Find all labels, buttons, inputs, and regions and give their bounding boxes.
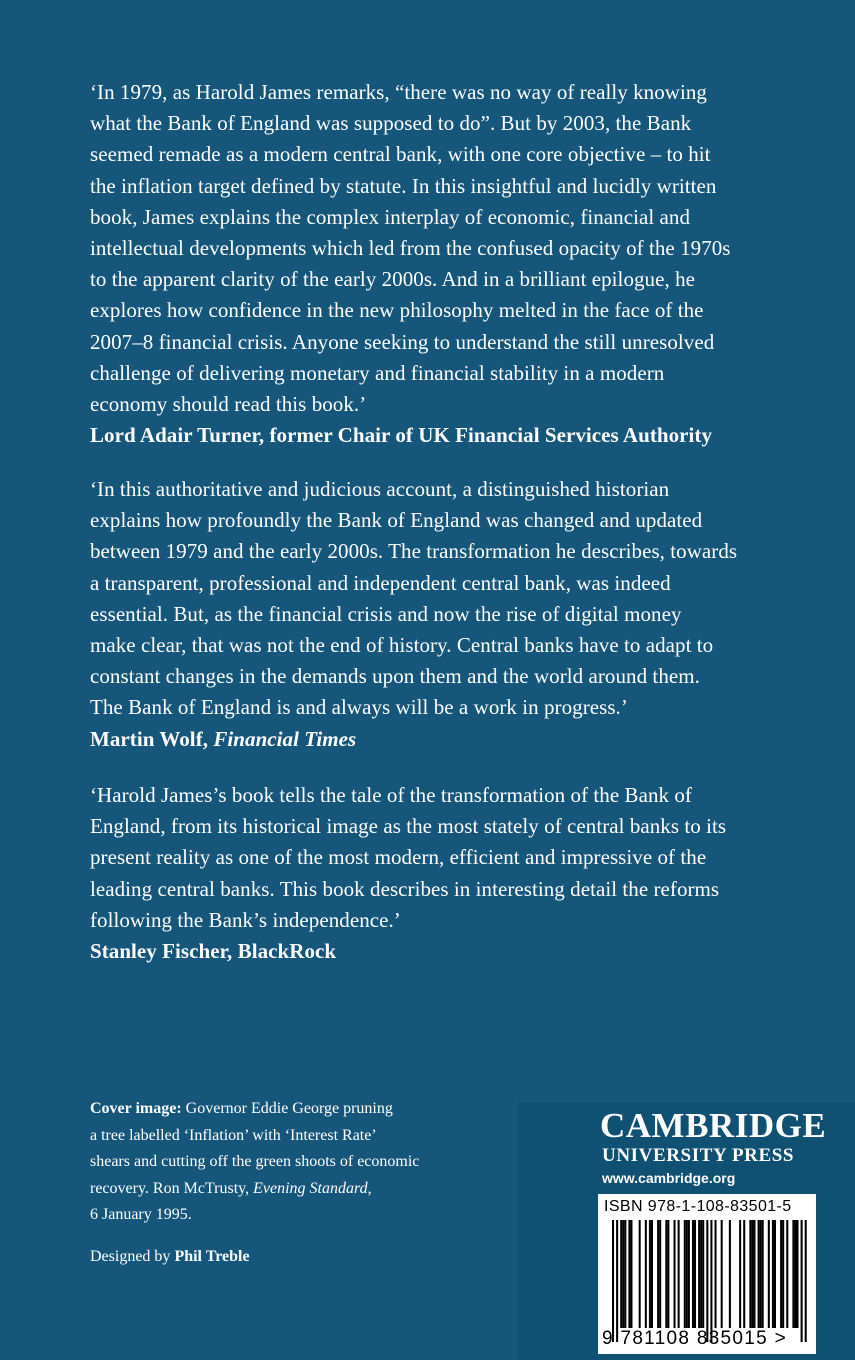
barcode-bar xyxy=(659,1220,661,1328)
quote-line: economy should read this book.’ xyxy=(90,392,367,417)
barcode-bar xyxy=(657,1220,659,1328)
barcode-bar xyxy=(772,1220,774,1328)
barcode-bar xyxy=(665,1220,667,1328)
publisher-url: www.cambridge.org xyxy=(602,1170,736,1186)
attribution-publication: Financial Times xyxy=(213,726,357,751)
barcode-bar xyxy=(749,1220,751,1328)
barcode-bar xyxy=(758,1220,760,1328)
credit-publication: Evening Standard xyxy=(253,1179,368,1197)
barcode-bar xyxy=(762,1220,764,1328)
barcode-bar xyxy=(715,1220,717,1328)
endorsement-attribution: Stanley Fischer, BlackRock xyxy=(90,939,337,964)
quote-line: to the apparent clarity of the early 2000s. And in a brilliant epilogue, he xyxy=(90,267,695,292)
isbn-label: ISBN 978-1-108-83501-5 xyxy=(604,1198,792,1215)
quote-line: between 1979 and the early 2000s. The transformation he describes, towards xyxy=(90,539,738,564)
quote-line: challenge of delivering monetary and financial stability in a modern xyxy=(90,360,665,385)
quote-line: make clear, that was not the end of history. Central banks have to adapt to xyxy=(90,633,714,658)
barcode-bar xyxy=(700,1220,702,1328)
barcode-bar xyxy=(688,1220,690,1328)
publisher-press-name: UNIVERSITY PRESS xyxy=(602,1145,795,1166)
barcode-bar xyxy=(729,1220,731,1328)
quote-line: explains how profoundly the Bank of England was changed and updated xyxy=(90,508,703,533)
quote-line: following the Bank’s independence.’ xyxy=(90,907,401,932)
barcode-bar xyxy=(743,1220,745,1328)
quote-line: leading central banks. This book describes in interesting detail the reforms xyxy=(90,876,720,901)
designer-credit xyxy=(90,1244,490,1271)
quote-line: intellectual developments which led from the confused opacity of the 1970s xyxy=(90,236,731,261)
quote-line: the inflation target defined by statute. In this insightful and lucidly written xyxy=(90,173,717,198)
endorsement-fischer xyxy=(90,780,810,967)
barcode-bar xyxy=(792,1220,794,1328)
barcode-bar xyxy=(639,1220,641,1328)
barcode-bar xyxy=(768,1220,770,1328)
quote-line: ‘Harold James’s book tells the tale of the transformation of the Bank of xyxy=(90,783,692,807)
barcode-bar xyxy=(649,1220,651,1328)
quote-line: seemed remade as a modern central bank, with one core objective – to hit xyxy=(90,142,711,167)
barcode-bar xyxy=(760,1220,762,1328)
credit-line xyxy=(90,1096,480,1123)
publisher-logo: CAMBRIDGE xyxy=(600,1106,827,1145)
barcode-bar xyxy=(628,1220,630,1328)
credit-line xyxy=(90,1176,480,1203)
designer-name: Phil Treble xyxy=(174,1248,250,1265)
barcode-bar xyxy=(622,1220,624,1328)
barcode-bar xyxy=(612,1220,614,1342)
quote-line: essential. But, as the financial crisis and now the rise of digital money xyxy=(90,601,682,626)
endorsement-wolf xyxy=(90,474,810,755)
barcode-bar xyxy=(630,1220,632,1328)
barcode-bar xyxy=(721,1220,723,1328)
attribution-name: Martin Wolf, xyxy=(90,726,214,751)
barcode-bar xyxy=(651,1220,653,1328)
barcode-bar xyxy=(774,1220,776,1328)
barcode-bar xyxy=(782,1220,784,1328)
credit-line: shears and cutting off the green shoots of economic xyxy=(90,1153,420,1170)
quote-line: present reality as one of the most modern, efficient and impressive of the xyxy=(90,845,707,870)
credit-text: recovery. Ron McTrusty, xyxy=(90,1179,254,1197)
credit-label: Cover image: xyxy=(90,1100,182,1117)
barcode-digits: 9 781108 835015 > xyxy=(602,1328,787,1349)
barcode-bar xyxy=(667,1220,669,1328)
credit-text: , xyxy=(367,1179,372,1197)
barcode-bar xyxy=(805,1220,807,1342)
endorsement-attribution xyxy=(90,724,810,755)
quote-line: book, James explains the complex interplay of economic, financial and xyxy=(90,204,691,229)
barcode-bar xyxy=(616,1220,618,1342)
credit-line: 6 January 1995. xyxy=(90,1206,192,1223)
barcode-bar xyxy=(624,1220,626,1328)
barcode-bar xyxy=(692,1220,694,1328)
barcode-bar xyxy=(698,1220,700,1328)
isbn-barcode xyxy=(598,1194,816,1354)
quote-line: what the Bank of England was supposed to do”. But by 2003, the Bank xyxy=(90,111,692,136)
barcode-bar xyxy=(678,1220,680,1328)
designer-prefix: Designed by xyxy=(90,1248,175,1265)
quote-line: constant changes in the demands upon them and the world around them. xyxy=(90,664,700,689)
barcode-bar xyxy=(739,1220,741,1328)
barcode-bar xyxy=(620,1220,622,1328)
cover-image-credit xyxy=(90,1096,480,1229)
barcode-bar xyxy=(786,1220,788,1328)
barcode-bar xyxy=(684,1220,686,1328)
quote-line: ‘In this authoritative and judicious account, a distinguished historian xyxy=(90,477,670,501)
barcode-bar xyxy=(706,1220,708,1342)
quote-line: England, from its historical image as the most stately of central banks to its xyxy=(90,814,727,839)
publisher-panel xyxy=(518,1102,855,1360)
quote-line: ‘In 1979, as Harold James remarks, “there was no way of really knowing xyxy=(90,80,707,104)
quote-line: a transparent, professional and independent central bank, was indeed xyxy=(90,570,671,595)
barcode-bar xyxy=(702,1220,704,1328)
barcode-bar xyxy=(780,1220,782,1328)
barcode-bar xyxy=(794,1220,796,1328)
credit-text: Governor Eddie George pruning xyxy=(181,1100,393,1117)
quote-line: explores how confidence in the new philosophy melted in the face of the xyxy=(90,298,704,323)
barcode-bar xyxy=(710,1220,712,1342)
endorsement-turner xyxy=(90,77,810,451)
barcode-bar xyxy=(694,1220,696,1328)
barcode-bar xyxy=(801,1220,803,1342)
barcode-bar xyxy=(645,1220,647,1328)
quote-line: 2007–8 financial crisis. Anyone seeking to understand the still unresolved xyxy=(90,329,715,354)
endorsement-attribution: Lord Adair Turner, former Chair of UK Financial Services Authority xyxy=(90,423,713,448)
barcode-bar xyxy=(797,1220,799,1328)
barcode-bar xyxy=(751,1220,753,1328)
barcode-bar xyxy=(674,1220,676,1328)
quote-line: The Bank of England is and always will be a work in progress.’ xyxy=(90,695,628,720)
credit-line: a tree labelled ‘Inflation’ with ‘Interest Rate’ xyxy=(90,1126,377,1144)
barcode-bar xyxy=(686,1220,688,1328)
barcode-bar xyxy=(753,1220,755,1328)
